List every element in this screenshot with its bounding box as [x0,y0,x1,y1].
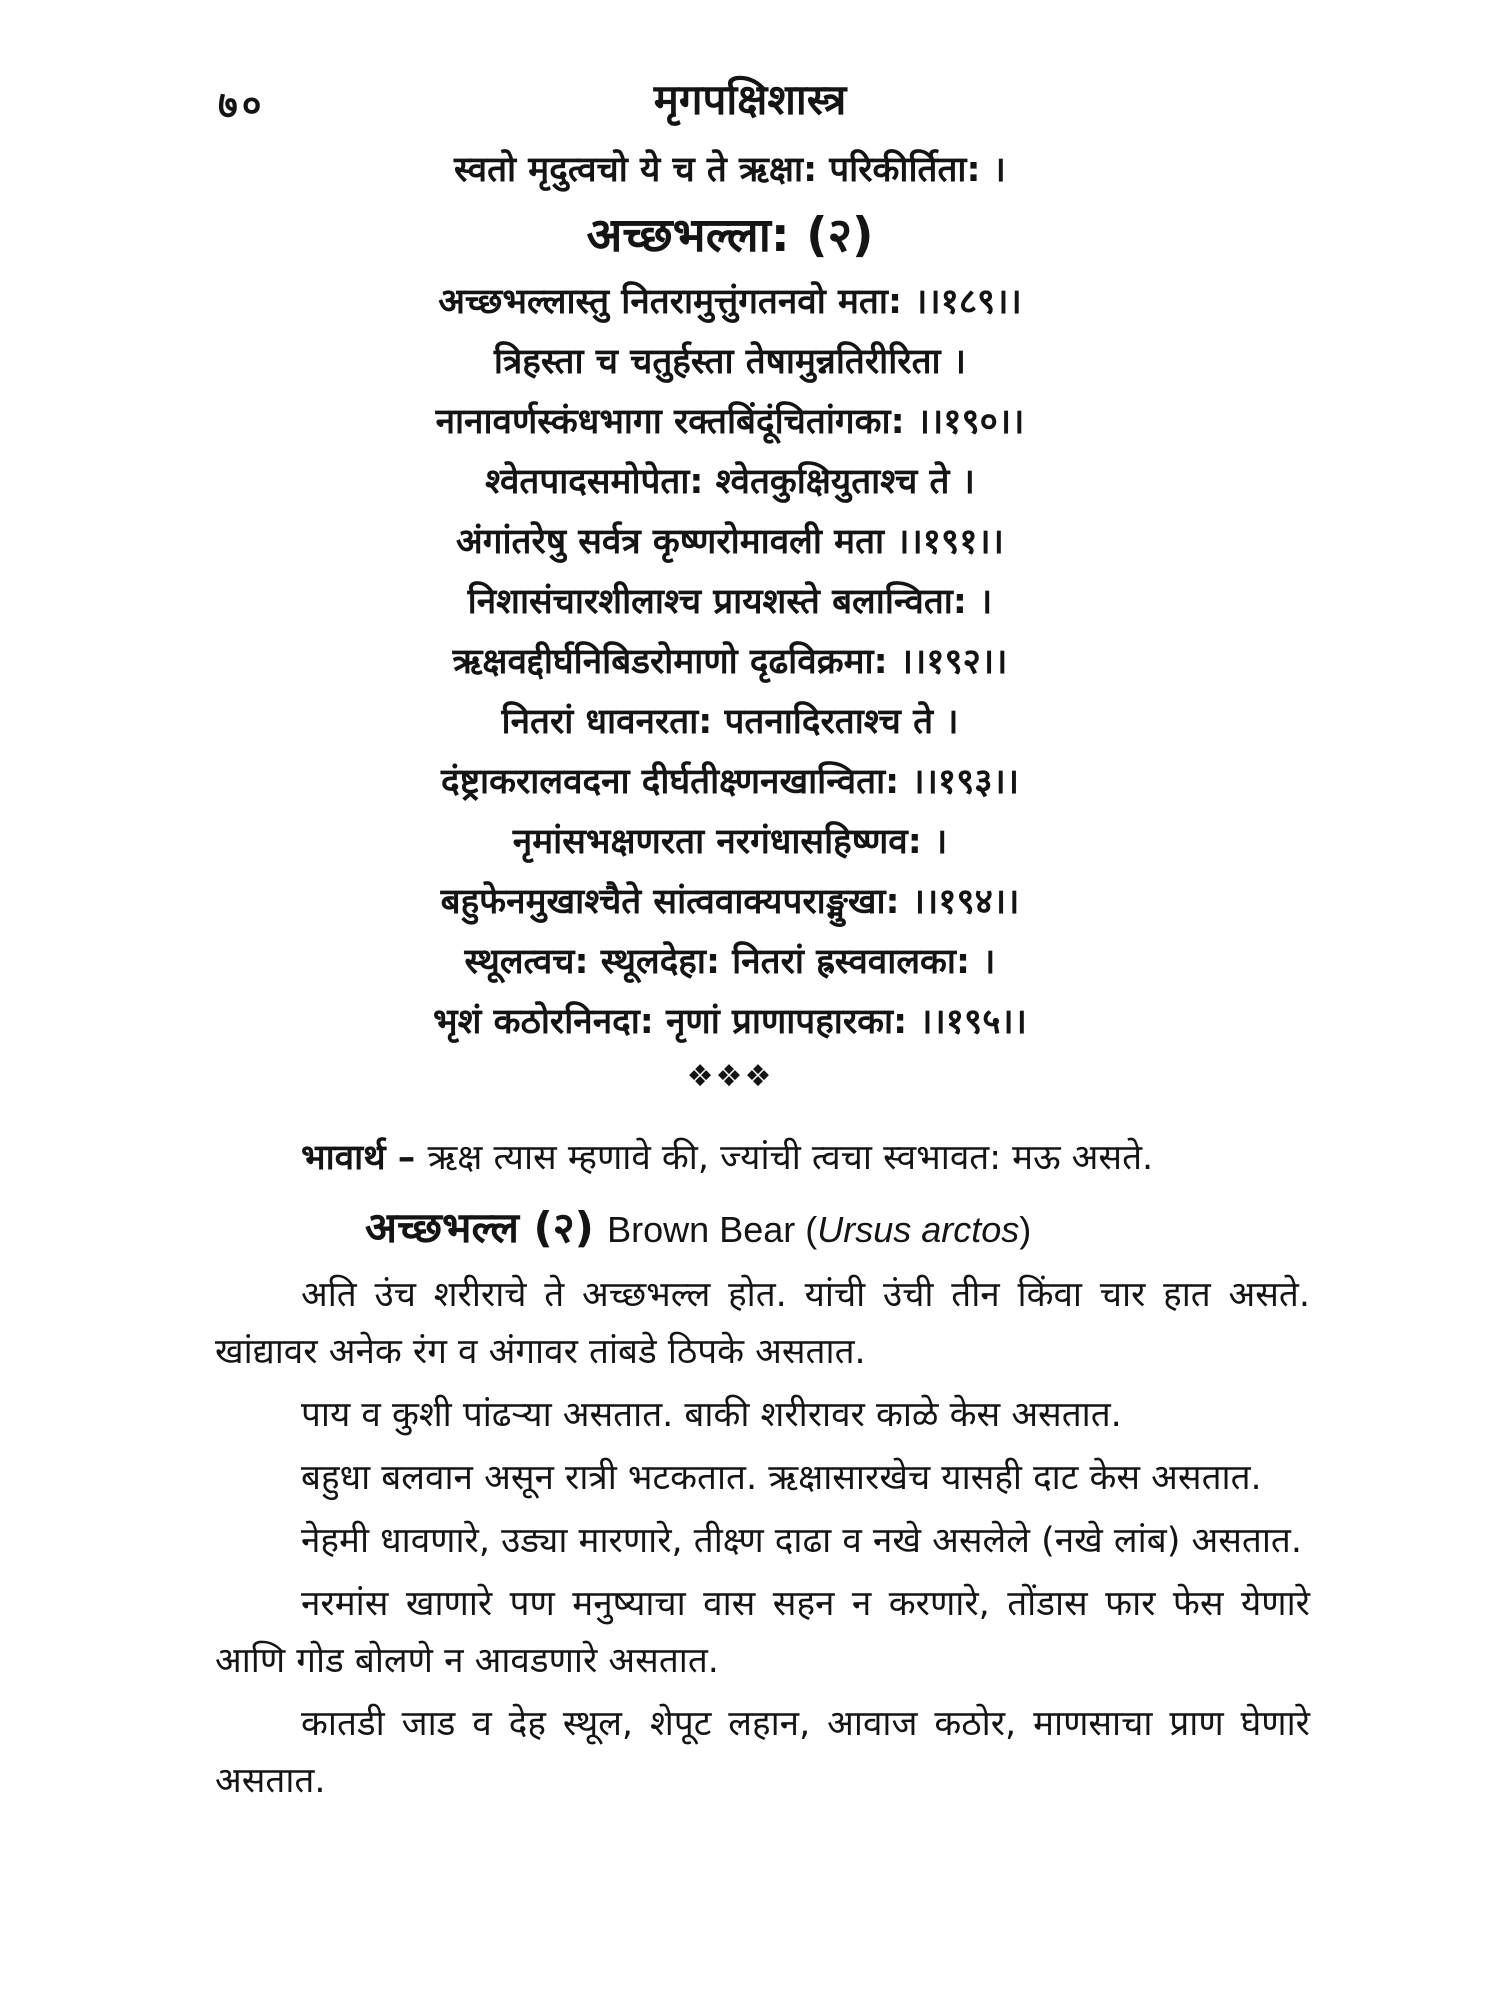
section-heading [215,1193,1310,1265]
verse-section-heading: अच्छभल्ला: (२) [586,208,874,263]
bhavartha-label: भावार्थ [301,1138,386,1178]
bhavartha-text: ऋक्ष त्यास म्हणावे की, ज्यांची त्वचा स्वभावत: मऊ असते. [427,1138,1154,1178]
commentary-paragraph: नेहमी धावणारे, उड्या मारणारे, तीक्ष्ण दाढा व नखे असलेले (नखे लांब) असतात. [301,1521,1302,1561]
page-number: ७० [218,83,266,127]
commentary-paragraph: पाय व कुशी पांढऱ्या असतात. बाकी शरीरावर काळे केस असतात. [301,1395,1122,1435]
verse-line: नितरां धावनरता: पतनादिरताश्च ते । [501,702,959,742]
verse-line: श्वेतपादसमोपेता: श्वेतकुक्षियुताश्च ते । [485,462,975,502]
marathi-commentary [215,1130,1310,1816]
bhavartha-paragraph [215,1130,1310,1187]
commentary-paragraph: नरमांस खाणारे पण मनुष्याचा वास सहन न करणारे, तोंडास फार फेस येणारे आणि गोड बोलणे न आवडणारे असतात. [215,1584,1310,1681]
section-ornament: ❖❖❖ [686,1059,774,1094]
verse-line: नृमांसभक्षणरता नरगंधासहिष्णव: । [512,822,948,862]
running-title: मृगपक्षिशास्त्र [653,75,847,124]
verse-line: बहुफेनमुखाश्चैते सांत्ववाक्यपराङ्मुखा: ।।१९४।। [440,882,1020,922]
verse-line: अंगांतरेषु सर्वत्र कृष्णरोमावली मता ।।१९१।। [456,522,1004,562]
section-title-marathi: अच्छभल्ल (२) [365,1203,594,1252]
verse-line: भृशं कठोरनिनदा: नृणां प्राणापहारका: ।।१९५।। [433,1002,1027,1042]
section-title-english: Brown Bear ( [607,1209,818,1250]
verse-line: त्रिहस्ता च चतुर्हस्ता तेषामुन्नतिरीरिता । [493,342,967,382]
verse-line: नानावर्णस्कंधभागा रक्तबिंदूंचितांगका: ।।१९०।। [435,402,1025,442]
section-title-close: ) [1019,1209,1032,1250]
commentary-paragraph: अति उंच शरीराचे ते अच्छभल्ल होत. यांची उंची तीन किंवा चार हात असते. खांद्यावर अनेक रंग व अंगावर तांबडे ठिपके असतात. [215,1275,1310,1372]
sanskrit-verses [330,140,1130,1102]
verse-line: स्थूलत्वच: स्थूलदेहा: नितरां ह्रस्ववालका: । [464,942,996,982]
bhavartha-dash: – [385,1138,428,1178]
verse-line: अच्छभल्लास्तु नितरामुत्तुंगतनवो मता: ।।१८९।। [438,282,1022,322]
commentary-paragraph: बहुधा बलवान असून रात्री भटकतात. ऋक्षासारखेच यासही दाट केस असतात. [301,1458,1262,1498]
verse-line: स्वतो मृदुत्वचो ये च ते ऋक्षा: परिकीर्तिता: । [454,150,1006,190]
commentary-paragraph: कातडी जाड व देह स्थूल, शेपूट लहान, आवाज कठोर, माणसाचा प्राण घेणारे असतात. [215,1704,1310,1801]
verse-line: दंष्ट्राकरालवदना दीर्घतीक्ष्णनखान्विता: ।।१९३।। [441,762,1019,802]
verse-line: ऋक्षवद्दीर्घनिबिडरोमाणो दृढविक्रमा: ।।१९२।। [452,642,1008,682]
section-title-latin: Ursus arctos [817,1209,1020,1250]
verse-line: निशासंचारशीलाश्च प्रायशस्ते बलान्विता: । [467,582,993,622]
